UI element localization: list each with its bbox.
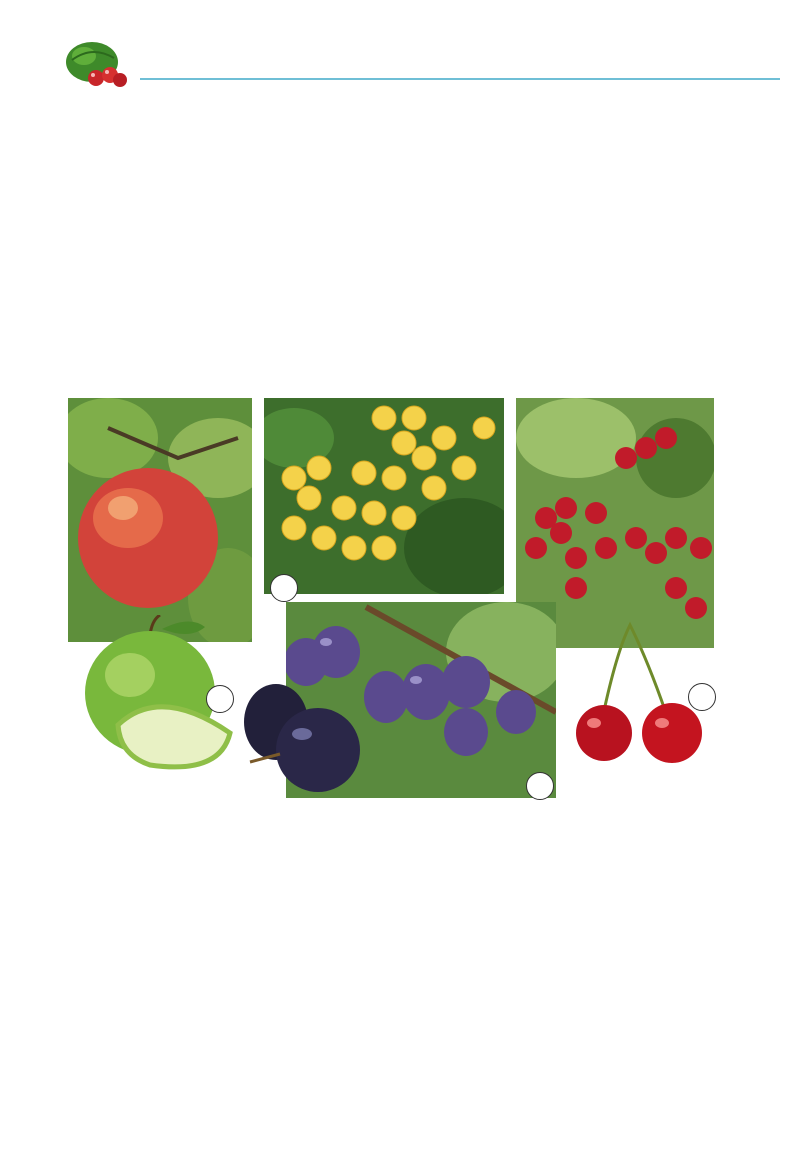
- apple-tree-photo: [68, 398, 252, 642]
- page-header: [62, 40, 742, 90]
- figure-badge-4: [526, 772, 554, 800]
- figure-badge-2: [270, 574, 298, 602]
- header-divider: [140, 78, 780, 80]
- berries-logo-icon: [62, 40, 132, 90]
- dark-plums-photo: [240, 672, 370, 797]
- sweet-cherry-photo: [264, 398, 504, 594]
- figure-badge-1: [206, 685, 234, 713]
- figure-badge-3: [688, 683, 716, 711]
